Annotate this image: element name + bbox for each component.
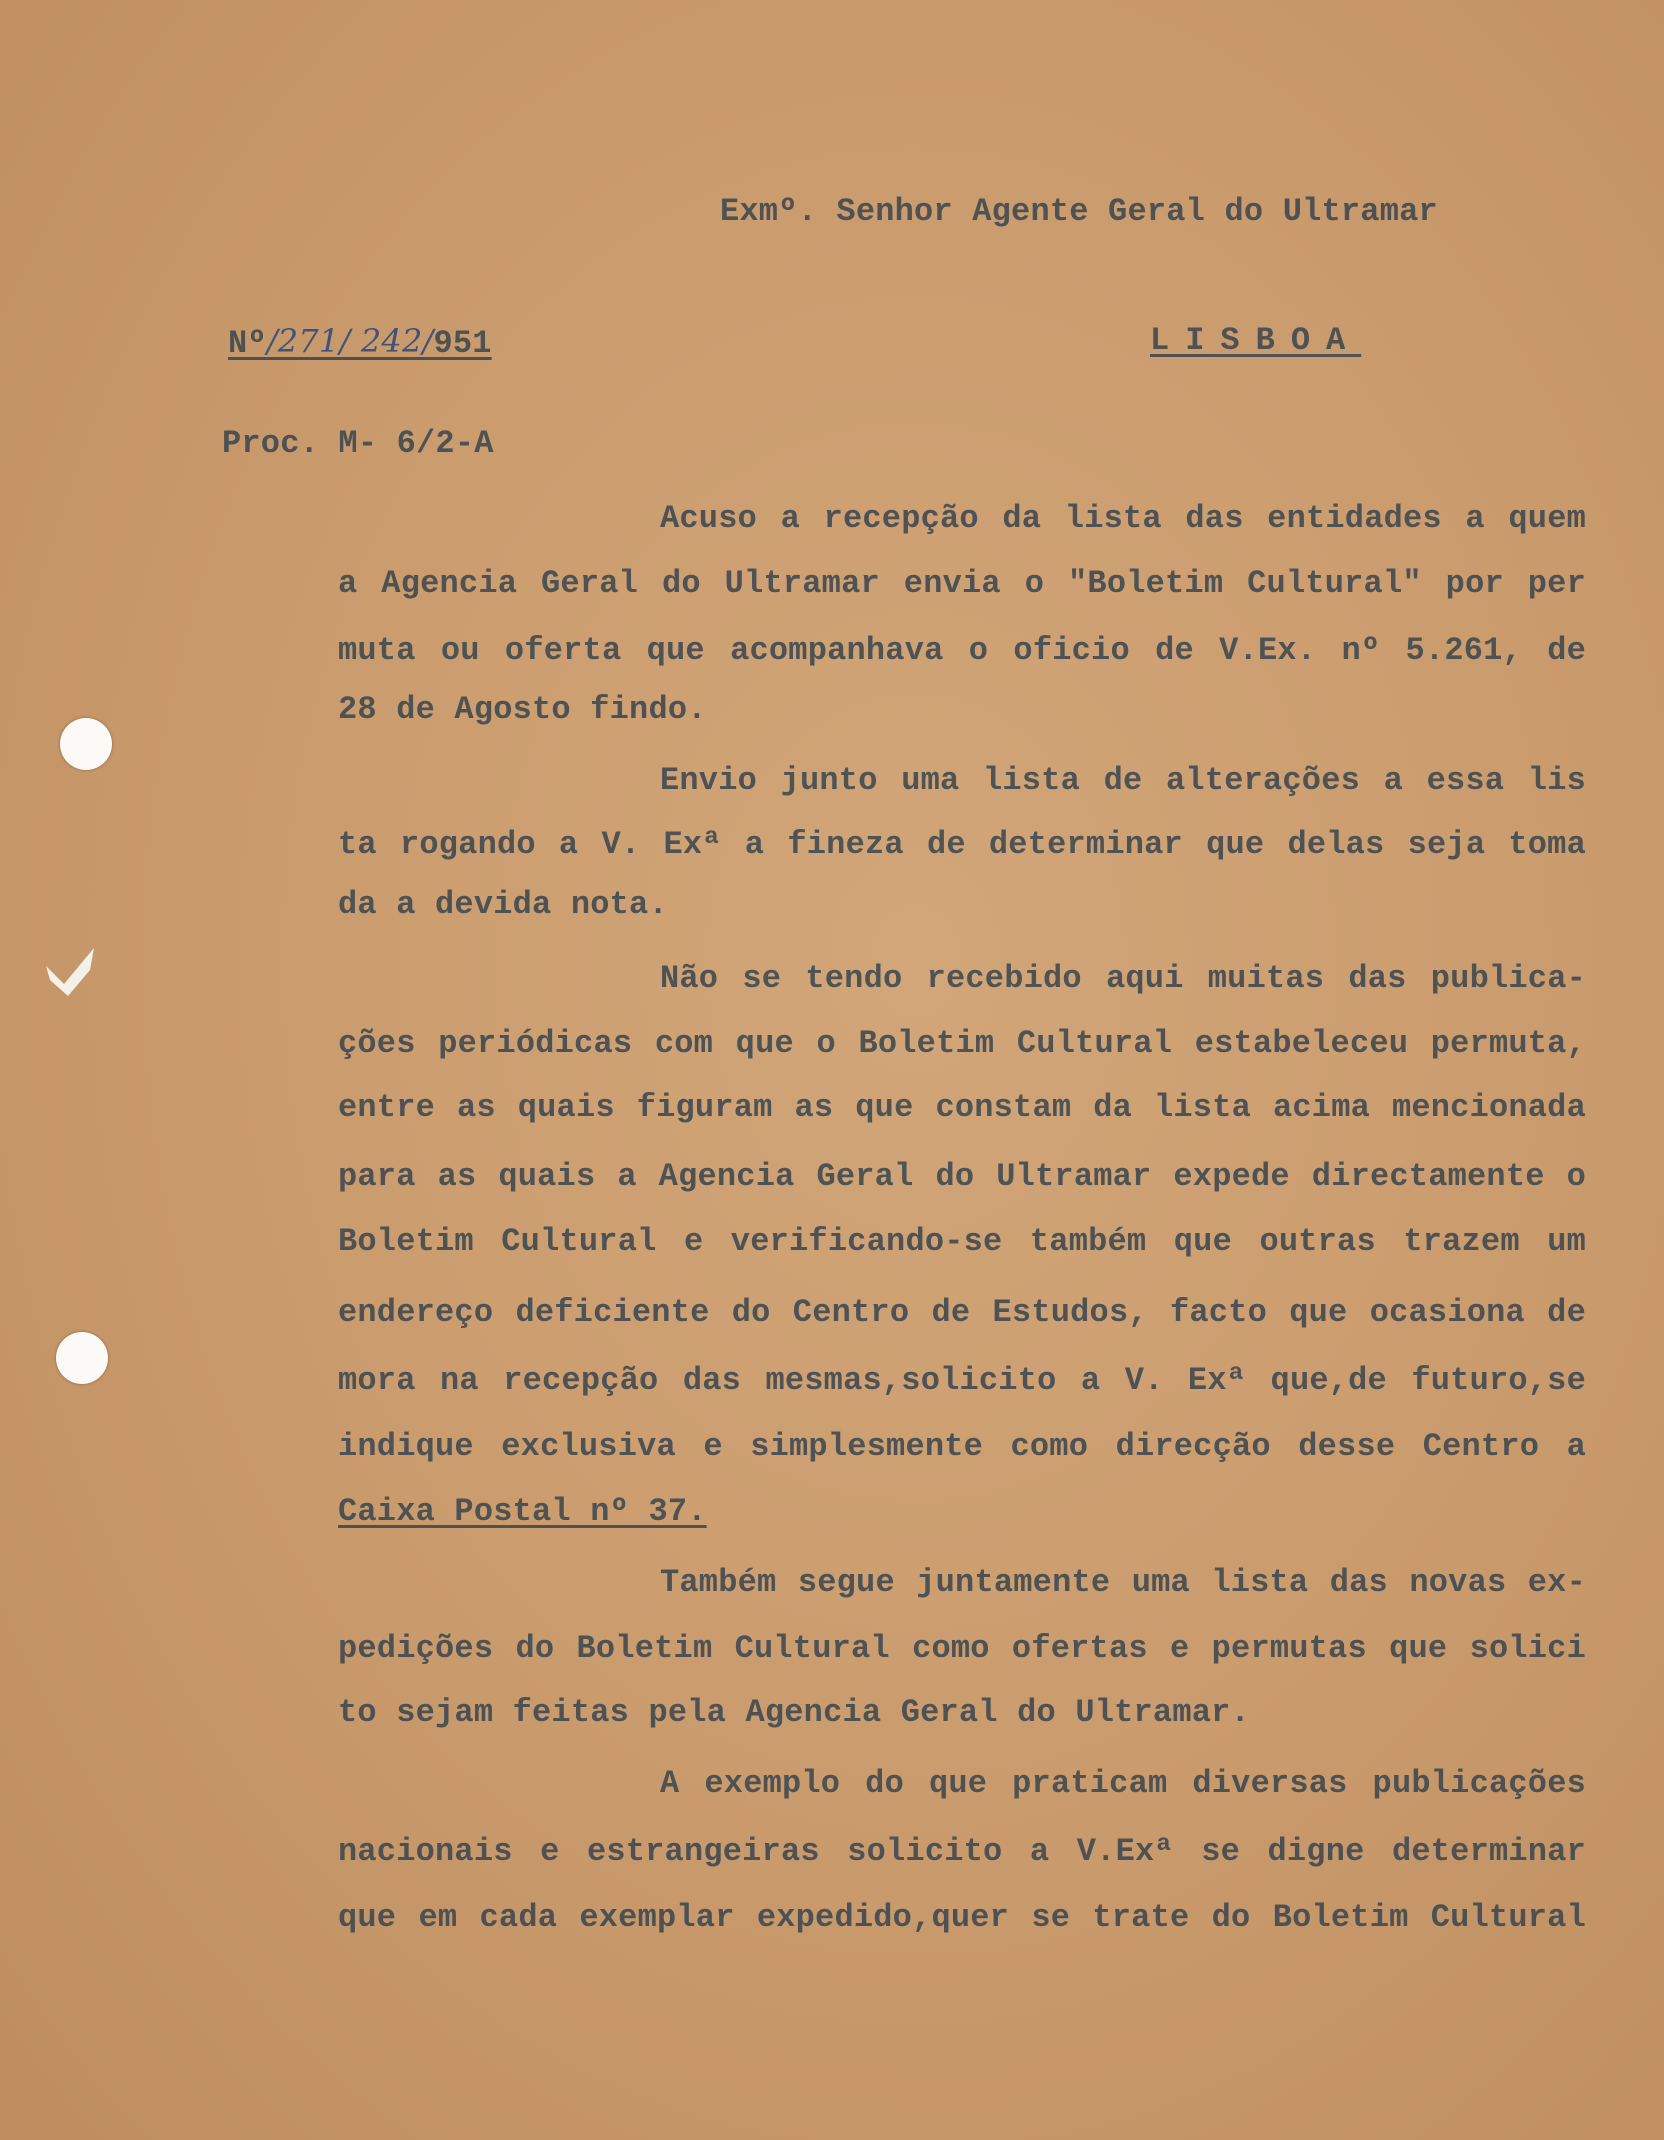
body-line: 28 de Agosto findo. xyxy=(338,691,707,728)
body-line: endereço deficiente do Centro de Estudos, facto que ocasiona de xyxy=(338,1294,1586,1331)
body-line: A exemplo do que praticam diversas publicações xyxy=(660,1765,1586,1802)
body-line-underlined: Caixa Postal nº 37. xyxy=(338,1493,707,1530)
body-line: a Agencia Geral do Ultramar envia o "Boletim Cultural" por per xyxy=(338,565,1586,602)
body-line: muta ou oferta que acompanhava o oficio de V.Ex. nº 5.261, de xyxy=(338,632,1586,669)
body-line: Acuso a recepção da lista das entidades a quem xyxy=(660,500,1586,537)
body-line: Não se tendo recebido aqui muitas das publica- xyxy=(660,960,1586,997)
body-line: ta rogando a V. Exª a fineza de determinar que delas seja toma xyxy=(338,826,1586,863)
body-line: Envio junto uma lista de alterações a essa lis xyxy=(660,762,1586,799)
process-number: Proc. M- 6/2-A xyxy=(222,425,494,462)
check-mark-icon xyxy=(40,940,100,1000)
reference-handwritten: /271/ 242/ xyxy=(266,322,434,360)
reference-year: 951 xyxy=(433,325,492,362)
body-line: ções periódicas com que o Boletim Cultural estabeleceu permuta, xyxy=(338,1025,1586,1062)
body-line: Também segue juntamente uma lista das novas ex- xyxy=(660,1564,1586,1601)
body-line: nacionais e estrangeiras solicito a V.Exª se digne determinar xyxy=(338,1833,1586,1870)
body-line: para as quais a Agencia Geral do Ultramar expede directamente o xyxy=(338,1158,1586,1195)
reference-number xyxy=(228,321,492,364)
body-line: da a devida nota. xyxy=(338,886,668,923)
body-line: entre as quais figuram as que constam da lista acima mencionada xyxy=(338,1089,1586,1126)
body-line: mora na recepção das mesmas,solicito a V. Exª que,de futuro,se xyxy=(338,1362,1586,1399)
body-line: to sejam feitas pela Agencia Geral do Ultramar. xyxy=(338,1694,1250,1731)
body-line: que em cada exemplar expedido,quer se trate do Boletim Cultural xyxy=(338,1899,1586,1936)
body-line: pedições do Boletim Cultural como ofertas e permutas que solici xyxy=(338,1630,1586,1667)
reference-prefix: Nº xyxy=(228,325,267,362)
body-line: indique exclusiva e simplesmente como direcção desse Centro a xyxy=(338,1428,1586,1465)
body-line: Boletim Cultural e verificando-se também que outras trazem um xyxy=(338,1223,1586,1260)
punch-hole-top xyxy=(60,718,112,770)
city-line: LISBOA xyxy=(1150,322,1362,359)
addressee-line: Exmº. Senhor Agente Geral do Ultramar xyxy=(720,193,1438,230)
punch-hole-bottom xyxy=(56,1332,108,1384)
